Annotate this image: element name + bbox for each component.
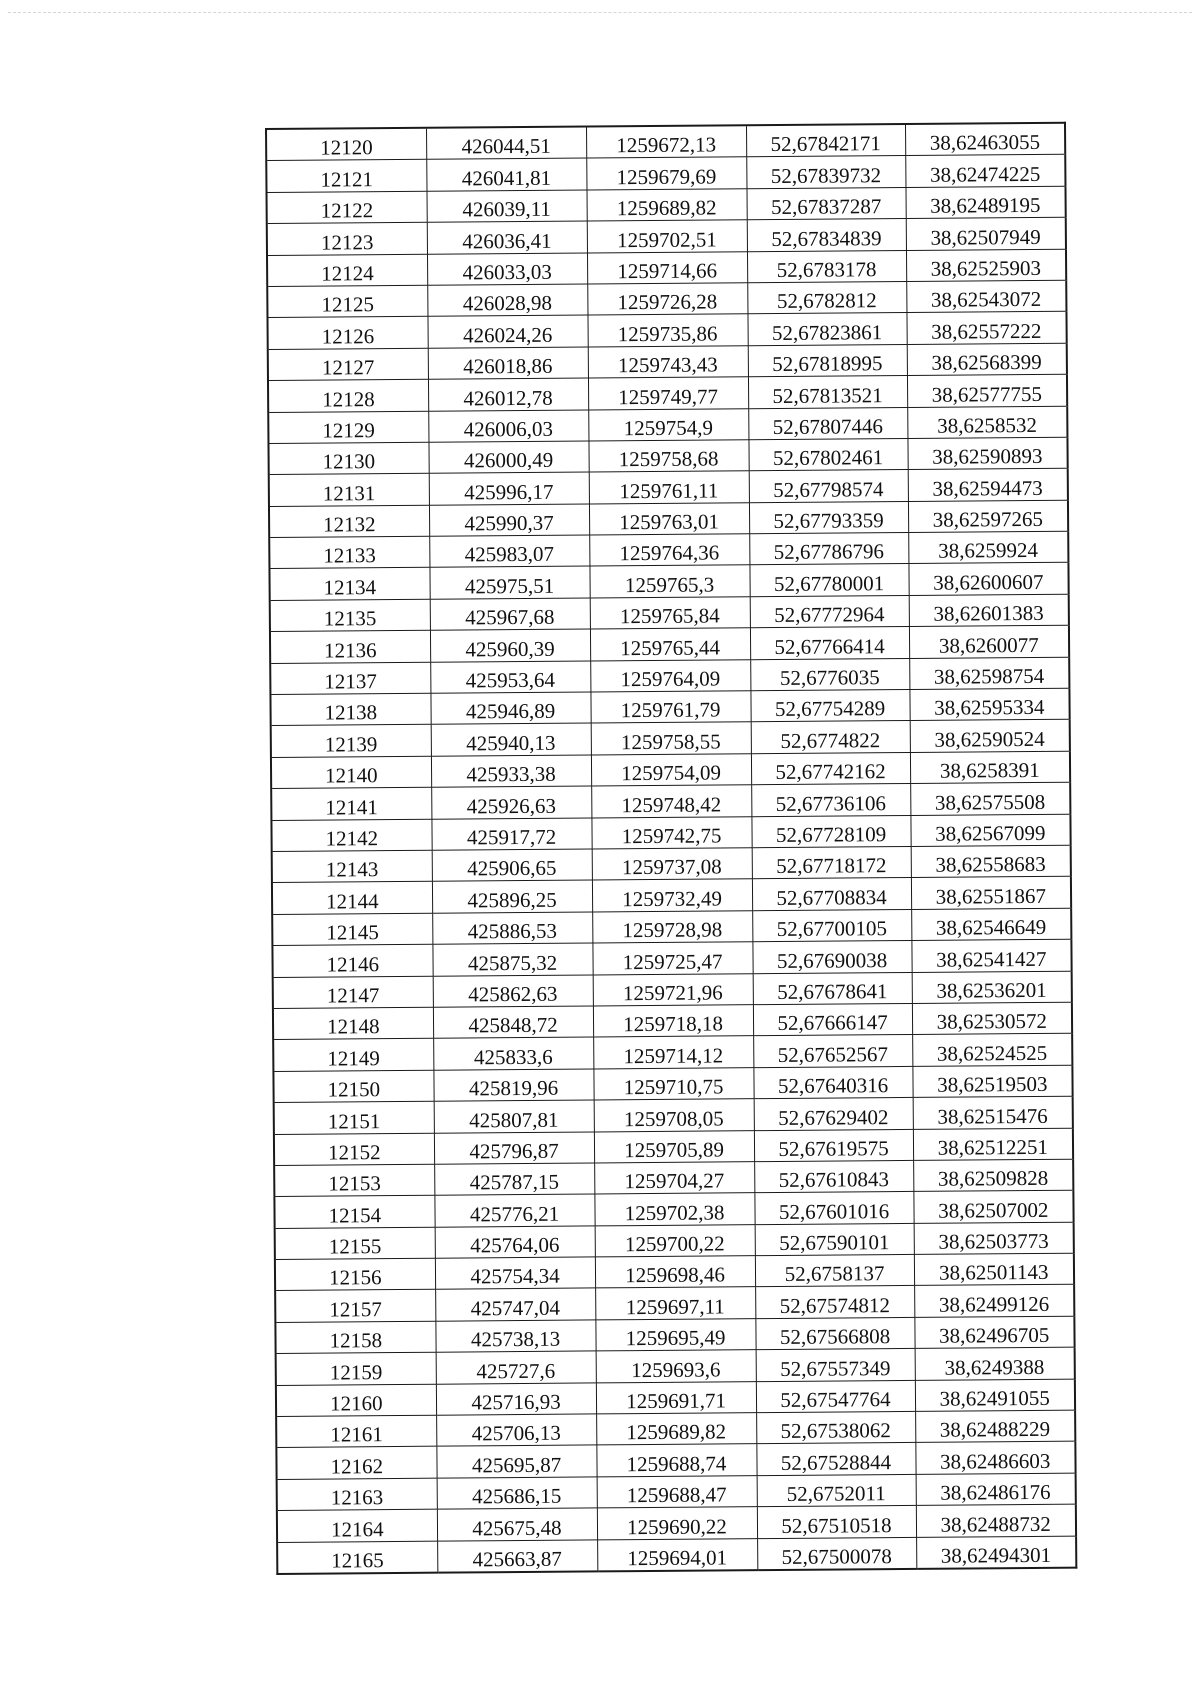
- latitude-cell: 52,6776035: [750, 658, 909, 691]
- latitude-cell: 52,67566808: [755, 1317, 914, 1350]
- x-coordinate-cell: 425727,6: [436, 1351, 596, 1384]
- point-number-cell: 12126: [267, 317, 427, 350]
- x-coordinate-cell: 425663,87: [437, 1540, 597, 1573]
- y-coordinate-cell: 1259749,77: [588, 377, 748, 410]
- y-coordinate-cell: 1259710,75: [593, 1067, 753, 1100]
- x-coordinate-cell: 425983,07: [429, 535, 589, 568]
- latitude-cell: 52,67601016: [754, 1192, 913, 1225]
- point-number-cell: 12163: [277, 1478, 437, 1511]
- point-number-cell: 12136: [270, 630, 430, 663]
- longitude-cell: 38,62509828: [913, 1159, 1073, 1192]
- y-coordinate-cell: 1259765,44: [590, 628, 750, 661]
- x-coordinate-cell: 426012,78: [428, 378, 588, 411]
- x-coordinate-cell: 426018,86: [428, 347, 588, 380]
- x-coordinate-cell: 425926,63: [431, 786, 591, 819]
- point-number-cell: 12124: [267, 254, 427, 287]
- longitude-cell: 38,6258532: [907, 406, 1067, 439]
- longitude-cell: 38,62486603: [915, 1442, 1075, 1475]
- latitude-cell: 52,67754289: [750, 689, 909, 722]
- latitude-cell: 52,67839732: [746, 156, 905, 189]
- longitude-cell: 38,62501143: [914, 1253, 1074, 1286]
- point-number-cell: 12154: [274, 1195, 434, 1228]
- point-number-cell: 12123: [267, 222, 427, 255]
- y-coordinate-cell: 1259705,89: [594, 1130, 754, 1163]
- y-coordinate-cell: 1259743,43: [588, 345, 748, 378]
- y-coordinate-cell: 1259718,18: [593, 1005, 753, 1038]
- coordinates-table: [265, 122, 1077, 1575]
- y-coordinate-cell: 1259688,47: [597, 1475, 757, 1508]
- x-coordinate-cell: 425917,72: [431, 818, 591, 851]
- point-number-cell: 12127: [268, 348, 428, 381]
- longitude-cell: 38,62567099: [910, 814, 1070, 847]
- x-coordinate-cell: 425716,93: [436, 1383, 596, 1416]
- latitude-cell: 52,67736106: [751, 784, 910, 817]
- latitude-cell: 52,67610843: [754, 1160, 913, 1193]
- longitude-cell: 38,62503773: [914, 1222, 1074, 1255]
- point-number-cell: 12165: [277, 1541, 437, 1574]
- x-coordinate-cell: 425933,38: [431, 755, 591, 788]
- y-coordinate-cell: 1259728,98: [592, 910, 752, 943]
- x-coordinate-cell: 426036,41: [427, 221, 587, 254]
- scan-edge-line: [8, 12, 1192, 13]
- point-number-cell: 12160: [276, 1384, 436, 1417]
- point-number-cell: 12152: [274, 1133, 434, 1166]
- longitude-cell: 38,62494301: [916, 1536, 1076, 1569]
- y-coordinate-cell: 1259693,6: [596, 1350, 756, 1383]
- y-coordinate-cell: 1259700,22: [595, 1224, 755, 1257]
- y-coordinate-cell: 1259754,9: [588, 408, 748, 441]
- longitude-cell: 38,6258391: [910, 751, 1070, 784]
- longitude-cell: 38,62600607: [908, 563, 1068, 596]
- x-coordinate-cell: 425975,51: [429, 566, 589, 599]
- longitude-cell: 38,62536201: [912, 971, 1072, 1004]
- latitude-cell: 52,6774822: [751, 721, 910, 754]
- longitude-cell: 38,62568399: [907, 343, 1067, 376]
- latitude-cell: 52,67780001: [749, 564, 908, 597]
- latitude-cell: 52,67823861: [747, 313, 906, 346]
- x-coordinate-cell: 426006,03: [428, 409, 588, 442]
- longitude-cell: 38,62496705: [914, 1316, 1074, 1349]
- point-number-cell: 12145: [272, 913, 432, 946]
- latitude-cell: 52,6752011: [757, 1474, 916, 1507]
- latitude-cell: 52,67718172: [752, 846, 911, 879]
- x-coordinate-cell: 425875,32: [432, 943, 592, 976]
- x-coordinate-cell: 425940,13: [431, 723, 591, 756]
- y-coordinate-cell: 1259726,28: [587, 283, 747, 316]
- x-coordinate-cell: 425996,17: [429, 472, 589, 505]
- y-coordinate-cell: 1259763,01: [589, 502, 749, 535]
- y-coordinate-cell: 1259742,75: [591, 816, 751, 849]
- x-coordinate-cell: 425706,13: [436, 1414, 596, 1447]
- latitude-cell: 52,67666147: [753, 1003, 912, 1036]
- y-coordinate-cell: 1259761,79: [590, 691, 750, 724]
- point-number-cell: 12139: [271, 725, 431, 758]
- point-number-cell: 12141: [271, 787, 431, 820]
- longitude-cell: 38,62512251: [913, 1128, 1073, 1161]
- y-coordinate-cell: 1259695,49: [595, 1319, 755, 1352]
- latitude-cell: 52,67619575: [754, 1129, 913, 1162]
- y-coordinate-cell: 1259761,11: [589, 471, 749, 504]
- longitude-cell: 38,62530572: [912, 1002, 1072, 1035]
- x-coordinate-cell: 425819,96: [433, 1069, 593, 1102]
- y-coordinate-cell: 1259691,71: [596, 1381, 756, 1414]
- latitude-cell: 52,67629402: [754, 1098, 913, 1131]
- point-number-cell: 12147: [273, 976, 433, 1009]
- point-number-cell: 12121: [266, 160, 426, 193]
- y-coordinate-cell: 1259758,55: [591, 722, 751, 755]
- latitude-cell: 52,6783178: [747, 250, 906, 283]
- point-number-cell: 12135: [270, 599, 430, 632]
- latitude-cell: 52,67574812: [755, 1286, 914, 1319]
- longitude-cell: 38,62590893: [907, 437, 1067, 470]
- x-coordinate-cell: 426044,51: [426, 126, 586, 159]
- y-coordinate-cell: 1259694,01: [597, 1538, 757, 1571]
- point-number-cell: 12120: [266, 128, 426, 161]
- x-coordinate-cell: 425754,34: [435, 1257, 595, 1290]
- coordinates-table-body: [266, 123, 1076, 1574]
- longitude-cell: 38,62507002: [913, 1190, 1073, 1223]
- point-number-cell: 12162: [276, 1447, 436, 1480]
- latitude-cell: 52,67798574: [749, 470, 908, 503]
- longitude-cell: 38,62463055: [905, 123, 1065, 156]
- x-coordinate-cell: 426033,03: [427, 253, 587, 286]
- y-coordinate-cell: 1259689,82: [596, 1413, 756, 1446]
- y-coordinate-cell: 1259748,42: [591, 785, 751, 818]
- x-coordinate-cell: 426024,26: [427, 315, 587, 348]
- latitude-cell: 52,67528844: [756, 1443, 915, 1476]
- x-coordinate-cell: 426039,11: [426, 190, 586, 223]
- y-coordinate-cell: 1259735,86: [587, 314, 747, 347]
- longitude-cell: 38,62594473: [908, 469, 1068, 502]
- point-number-cell: 12129: [268, 411, 428, 444]
- latitude-cell: 52,67652567: [753, 1035, 912, 1068]
- point-number-cell: 12164: [277, 1509, 437, 1542]
- x-coordinate-cell: 426028,98: [427, 284, 587, 317]
- longitude-cell: 38,62474225: [905, 155, 1065, 188]
- point-number-cell: 12150: [273, 1070, 433, 1103]
- latitude-cell: 52,67510518: [757, 1506, 916, 1539]
- longitude-cell: 38,62575508: [910, 782, 1070, 815]
- point-number-cell: 12142: [271, 819, 431, 852]
- longitude-cell: 38,6259924: [908, 531, 1068, 564]
- x-coordinate-cell: 425796,87: [434, 1131, 594, 1164]
- latitude-cell: 52,6758137: [755, 1255, 914, 1288]
- longitude-cell: 38,62525903: [906, 249, 1066, 282]
- y-coordinate-cell: 1259698,46: [595, 1256, 755, 1289]
- longitude-cell: 38,62601383: [909, 594, 1069, 627]
- longitude-cell: 38,62488229: [915, 1410, 1075, 1443]
- longitude-cell: 38,62543072: [906, 280, 1066, 313]
- longitude-cell: 38,62515476: [913, 1096, 1073, 1129]
- latitude-cell: 52,67590101: [755, 1223, 914, 1256]
- y-coordinate-cell: 1259714,66: [587, 251, 747, 284]
- y-coordinate-cell: 1259714,12: [593, 1036, 753, 1069]
- x-coordinate-cell: 425990,37: [429, 504, 589, 537]
- x-coordinate-cell: 425960,39: [430, 629, 590, 662]
- point-number-cell: 12143: [272, 850, 432, 883]
- x-coordinate-cell: 425886,53: [432, 912, 592, 945]
- x-coordinate-cell: 425953,64: [430, 661, 590, 694]
- y-coordinate-cell: 1259690,22: [597, 1507, 757, 1540]
- latitude-cell: 52,67834839: [747, 219, 906, 252]
- x-coordinate-cell: 425695,87: [436, 1445, 596, 1478]
- longitude-cell: 38,62595334: [909, 688, 1069, 721]
- longitude-cell: 38,6260077: [909, 625, 1069, 658]
- latitude-cell: 52,67786796: [749, 533, 908, 566]
- latitude-cell: 52,67842171: [746, 124, 905, 157]
- latitude-cell: 52,67837287: [746, 187, 905, 220]
- latitude-cell: 52,67690038: [752, 941, 911, 974]
- y-coordinate-cell: 1259704,27: [594, 1162, 754, 1195]
- x-coordinate-cell: 425967,68: [430, 598, 590, 631]
- point-number-cell: 12144: [272, 882, 432, 915]
- longitude-cell: 38,62557222: [906, 312, 1066, 345]
- latitude-cell: 52,67547764: [756, 1380, 915, 1413]
- longitude-cell: 38,62499126: [914, 1285, 1074, 1318]
- latitude-cell: 52,67538062: [756, 1411, 915, 1444]
- y-coordinate-cell: 1259725,47: [592, 942, 752, 975]
- longitude-cell: 38,62546649: [911, 908, 1071, 941]
- latitude-cell: 52,67742162: [751, 752, 910, 785]
- longitude-cell: 38,62590524: [910, 720, 1070, 753]
- y-coordinate-cell: 1259764,36: [589, 534, 749, 567]
- y-coordinate-cell: 1259679,69: [586, 157, 746, 190]
- point-number-cell: 12137: [270, 662, 430, 695]
- point-number-cell: 12146: [272, 944, 432, 977]
- point-number-cell: 12159: [276, 1352, 436, 1385]
- latitude-cell: 52,67766414: [750, 627, 909, 660]
- y-coordinate-cell: 1259702,38: [594, 1193, 754, 1226]
- y-coordinate-cell: 1259708,05: [594, 1099, 754, 1132]
- point-number-cell: 12133: [269, 536, 429, 569]
- x-coordinate-cell: 425906,65: [432, 849, 592, 882]
- longitude-cell: 38,62598754: [909, 657, 1069, 690]
- longitude-cell: 38,62541427: [911, 939, 1071, 972]
- x-coordinate-cell: 425896,25: [432, 880, 592, 913]
- latitude-cell: 52,67640316: [753, 1066, 912, 1099]
- longitude-cell: 38,62489195: [905, 186, 1065, 219]
- x-coordinate-cell: 425946,89: [430, 692, 590, 725]
- y-coordinate-cell: 1259732,49: [592, 879, 752, 912]
- longitude-cell: 38,62597265: [908, 500, 1068, 533]
- point-number-cell: 12153: [274, 1164, 434, 1197]
- y-coordinate-cell: 1259721,96: [593, 973, 753, 1006]
- y-coordinate-cell: 1259754,09: [591, 754, 751, 787]
- x-coordinate-cell: 426000,49: [428, 441, 588, 474]
- point-number-cell: 12125: [267, 285, 427, 318]
- latitude-cell: 52,67678641: [753, 972, 912, 1005]
- x-coordinate-cell: 425747,04: [435, 1288, 595, 1321]
- y-coordinate-cell: 1259672,13: [586, 125, 746, 158]
- longitude-cell: 38,6249388: [915, 1347, 1075, 1380]
- x-coordinate-cell: 425848,72: [433, 1006, 593, 1039]
- x-coordinate-cell: 425787,15: [434, 1163, 594, 1196]
- latitude-cell: 52,67813521: [748, 376, 907, 409]
- point-number-cell: 12158: [275, 1321, 435, 1354]
- point-number-cell: 12148: [273, 1007, 433, 1040]
- point-number-cell: 12122: [267, 191, 427, 224]
- longitude-cell: 38,62558683: [911, 845, 1071, 878]
- point-number-cell: 12128: [268, 379, 428, 412]
- latitude-cell: 52,67700105: [752, 909, 911, 942]
- coordinates-table-container: [265, 122, 1075, 1575]
- y-coordinate-cell: 1259697,11: [595, 1287, 755, 1320]
- point-number-cell: 12161: [276, 1415, 436, 1448]
- point-number-cell: 12134: [269, 568, 429, 601]
- y-coordinate-cell: 1259737,08: [592, 848, 752, 881]
- y-coordinate-cell: 1259758,68: [588, 440, 748, 473]
- point-number-cell: 12132: [269, 505, 429, 538]
- point-number-cell: 12149: [273, 1039, 433, 1072]
- longitude-cell: 38,62486176: [916, 1473, 1076, 1506]
- latitude-cell: 52,67802461: [748, 438, 907, 471]
- table-row: [277, 1536, 1076, 1574]
- longitude-cell: 38,62577755: [907, 374, 1067, 407]
- latitude-cell: 52,67807446: [748, 407, 907, 440]
- longitude-cell: 38,62488732: [916, 1504, 1076, 1537]
- y-coordinate-cell: 1259702,51: [587, 220, 747, 253]
- x-coordinate-cell: 425833,6: [433, 1037, 593, 1070]
- y-coordinate-cell: 1259765,3: [589, 565, 749, 598]
- x-coordinate-cell: 425807,81: [434, 1100, 594, 1133]
- latitude-cell: 52,67818995: [748, 344, 907, 377]
- longitude-cell: 38,62524525: [912, 1034, 1072, 1067]
- longitude-cell: 38,62507949: [906, 217, 1066, 250]
- x-coordinate-cell: 425675,48: [437, 1508, 597, 1541]
- point-number-cell: 12155: [275, 1227, 435, 1260]
- x-coordinate-cell: 425764,06: [435, 1226, 595, 1259]
- point-number-cell: 12156: [275, 1258, 435, 1291]
- y-coordinate-cell: 1259765,84: [590, 597, 750, 630]
- point-number-cell: 12131: [269, 474, 429, 507]
- x-coordinate-cell: 425738,13: [435, 1320, 595, 1353]
- latitude-cell: 52,67557349: [756, 1349, 915, 1382]
- x-coordinate-cell: 425862,63: [433, 974, 593, 1007]
- point-number-cell: 12157: [275, 1290, 435, 1323]
- point-number-cell: 12130: [268, 442, 428, 475]
- latitude-cell: 52,67793359: [749, 501, 908, 534]
- x-coordinate-cell: 426041,81: [426, 158, 586, 191]
- latitude-cell: 52,67728109: [751, 815, 910, 848]
- longitude-cell: 38,62551867: [911, 877, 1071, 910]
- point-number-cell: 12151: [274, 1101, 434, 1134]
- x-coordinate-cell: 425686,15: [437, 1477, 597, 1510]
- x-coordinate-cell: 425776,21: [434, 1194, 594, 1227]
- point-number-cell: 12138: [270, 693, 430, 726]
- longitude-cell: 38,62519503: [912, 1065, 1072, 1098]
- y-coordinate-cell: 1259689,82: [586, 189, 746, 222]
- latitude-cell: 52,6782812: [747, 281, 906, 314]
- latitude-cell: 52,67772964: [750, 595, 909, 628]
- latitude-cell: 52,67500078: [757, 1537, 916, 1570]
- y-coordinate-cell: 1259764,09: [590, 659, 750, 692]
- point-number-cell: 12140: [271, 756, 431, 789]
- y-coordinate-cell: 1259688,74: [596, 1444, 756, 1477]
- latitude-cell: 52,67708834: [752, 878, 911, 911]
- longitude-cell: 38,62491055: [915, 1379, 1075, 1412]
